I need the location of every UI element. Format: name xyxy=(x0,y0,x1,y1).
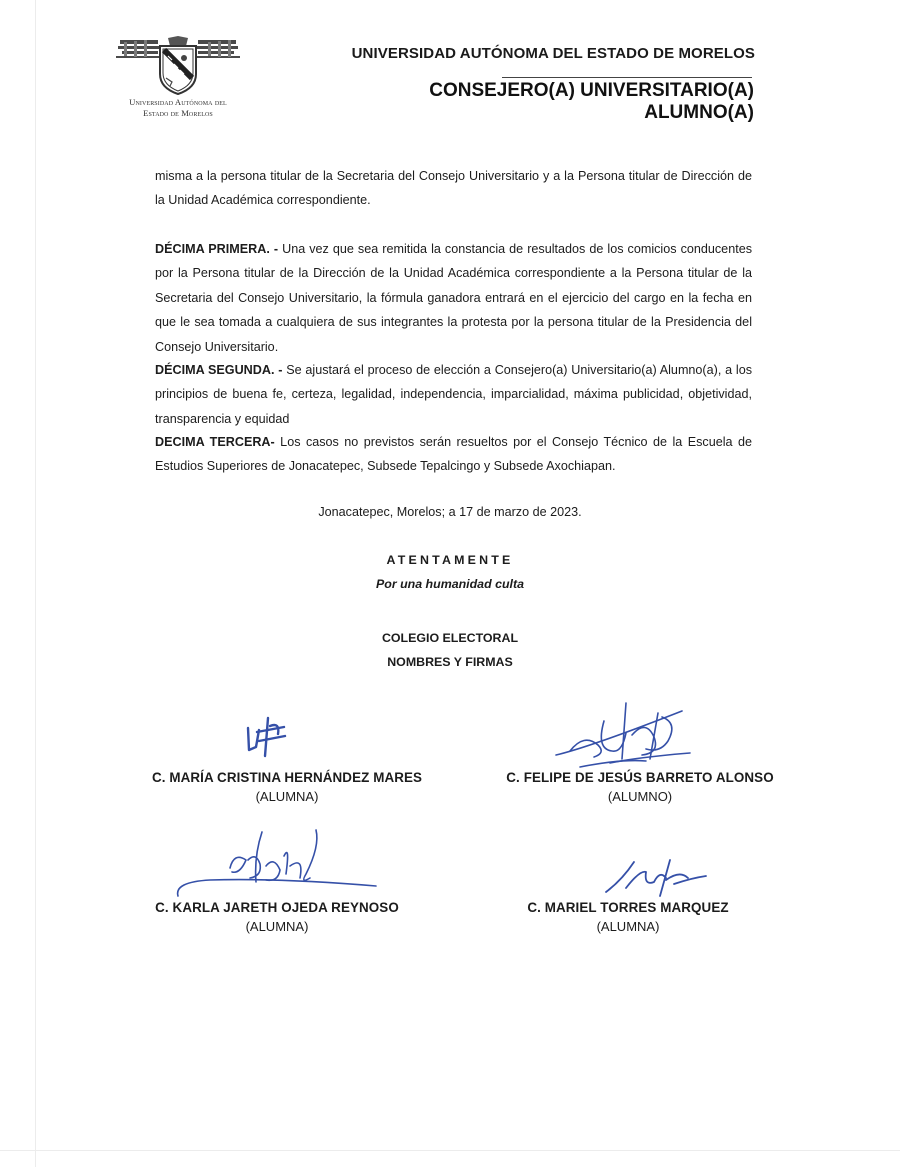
signatory-name: C. MARÍA CRISTINA HERNÁNDEZ MARES xyxy=(151,770,423,785)
document-title-line: ALUMNO(A) xyxy=(644,102,754,123)
clause-decima-segunda xyxy=(155,358,752,431)
university-motto: Por una humanidad culta xyxy=(375,577,525,591)
signature-block xyxy=(470,770,810,804)
committee-line: COLEGIO ELECTORAL xyxy=(381,631,519,645)
university-name: UNIVERSIDAD AUTÓNOMA DEL ESTADO DE MORELOS xyxy=(351,45,755,62)
signature-scribble-icon xyxy=(170,826,380,906)
signatory-role: (ALUMNA) xyxy=(245,919,309,934)
signatory-role: (ALUMNA) xyxy=(255,789,319,804)
university-logo xyxy=(108,36,248,126)
signature-scribble-icon xyxy=(550,697,700,777)
logo-caption-line: Estado de Morelos xyxy=(143,108,213,118)
signatory-name: C. KARLA JARETH OJEDA REYNOSO xyxy=(155,900,399,915)
signature-scribble-icon xyxy=(600,852,710,902)
signature-block xyxy=(458,900,798,934)
clause-label: DÉCIMA SEGUNDA. - xyxy=(155,363,283,377)
clause-label: DECIMA TERCERA- xyxy=(155,435,275,449)
signature-block xyxy=(107,900,447,934)
clause-decima-primera xyxy=(155,237,752,359)
clause-label: DÉCIMA PRIMERA. - xyxy=(155,242,279,256)
signatory-name: C. MARIEL TORRES MARQUEZ xyxy=(527,900,729,915)
signature-scribble-icon xyxy=(240,714,300,764)
document-title-line: CONSEJERO(A) UNIVERSITARIO(A) xyxy=(429,80,754,101)
document-title xyxy=(350,80,754,124)
place-date: Jonacatepec, Morelos; a 17 de marzo de 2023. xyxy=(318,505,582,519)
clause-text: Se ajustará el proceso de elección a Consejero(a) Universitario(a) Alumno(a), a los principios de buena fe, certeza, legalidad, independencia, imparcialidad, máxima publicidad, objetividad, transparencia y equidad xyxy=(155,363,752,426)
logo-caption xyxy=(108,97,248,119)
page-edge xyxy=(35,0,36,1167)
committee-heading xyxy=(150,626,750,674)
page-edge xyxy=(0,1150,900,1151)
university-crest-icon xyxy=(114,36,242,96)
committee-line: NOMBRES Y FIRMAS xyxy=(387,655,513,669)
signature-block xyxy=(117,770,457,804)
signatory-name: C. FELIPE DE JESÚS BARRETO ALONSO xyxy=(506,770,774,785)
intro-paragraph: misma a la persona titular de la Secretaria del Consejo Universitario y a la Persona titular de Dirección de la Unidad Académica correspondiente. xyxy=(155,169,752,208)
signatory-role: (ALUMNO) xyxy=(607,789,673,804)
signatory-role: (ALUMNA) xyxy=(596,919,660,934)
closing-salutation: ATENTAMENTE xyxy=(386,553,514,567)
clause-decima-tercera xyxy=(155,430,752,479)
header-divider xyxy=(502,77,752,78)
clause-text: Los casos no previstos serán resueltos por el Consejo Técnico de la Escuela de Estudios Superiores de Jonacatepec, Subsede Tepalcingo y Subsede Axochiapan. xyxy=(155,435,752,474)
logo-caption-line: Universidad Autónoma del xyxy=(129,97,227,107)
clause-text: Una vez que sea remitida la constancia de resultados de los comicios conducentes por la Persona titular de la Dirección de la Unidad Académica correspondiente a la Persona titular de la Secretaria del Consejo Universitario, la fórmula ganadora entrará en el ejercicio del cargo en la fecha en que le sea tomada a cualquiera de sus integrantes la protesta por la persona titular de la Presidencia del Consejo Universitario. xyxy=(155,242,752,354)
